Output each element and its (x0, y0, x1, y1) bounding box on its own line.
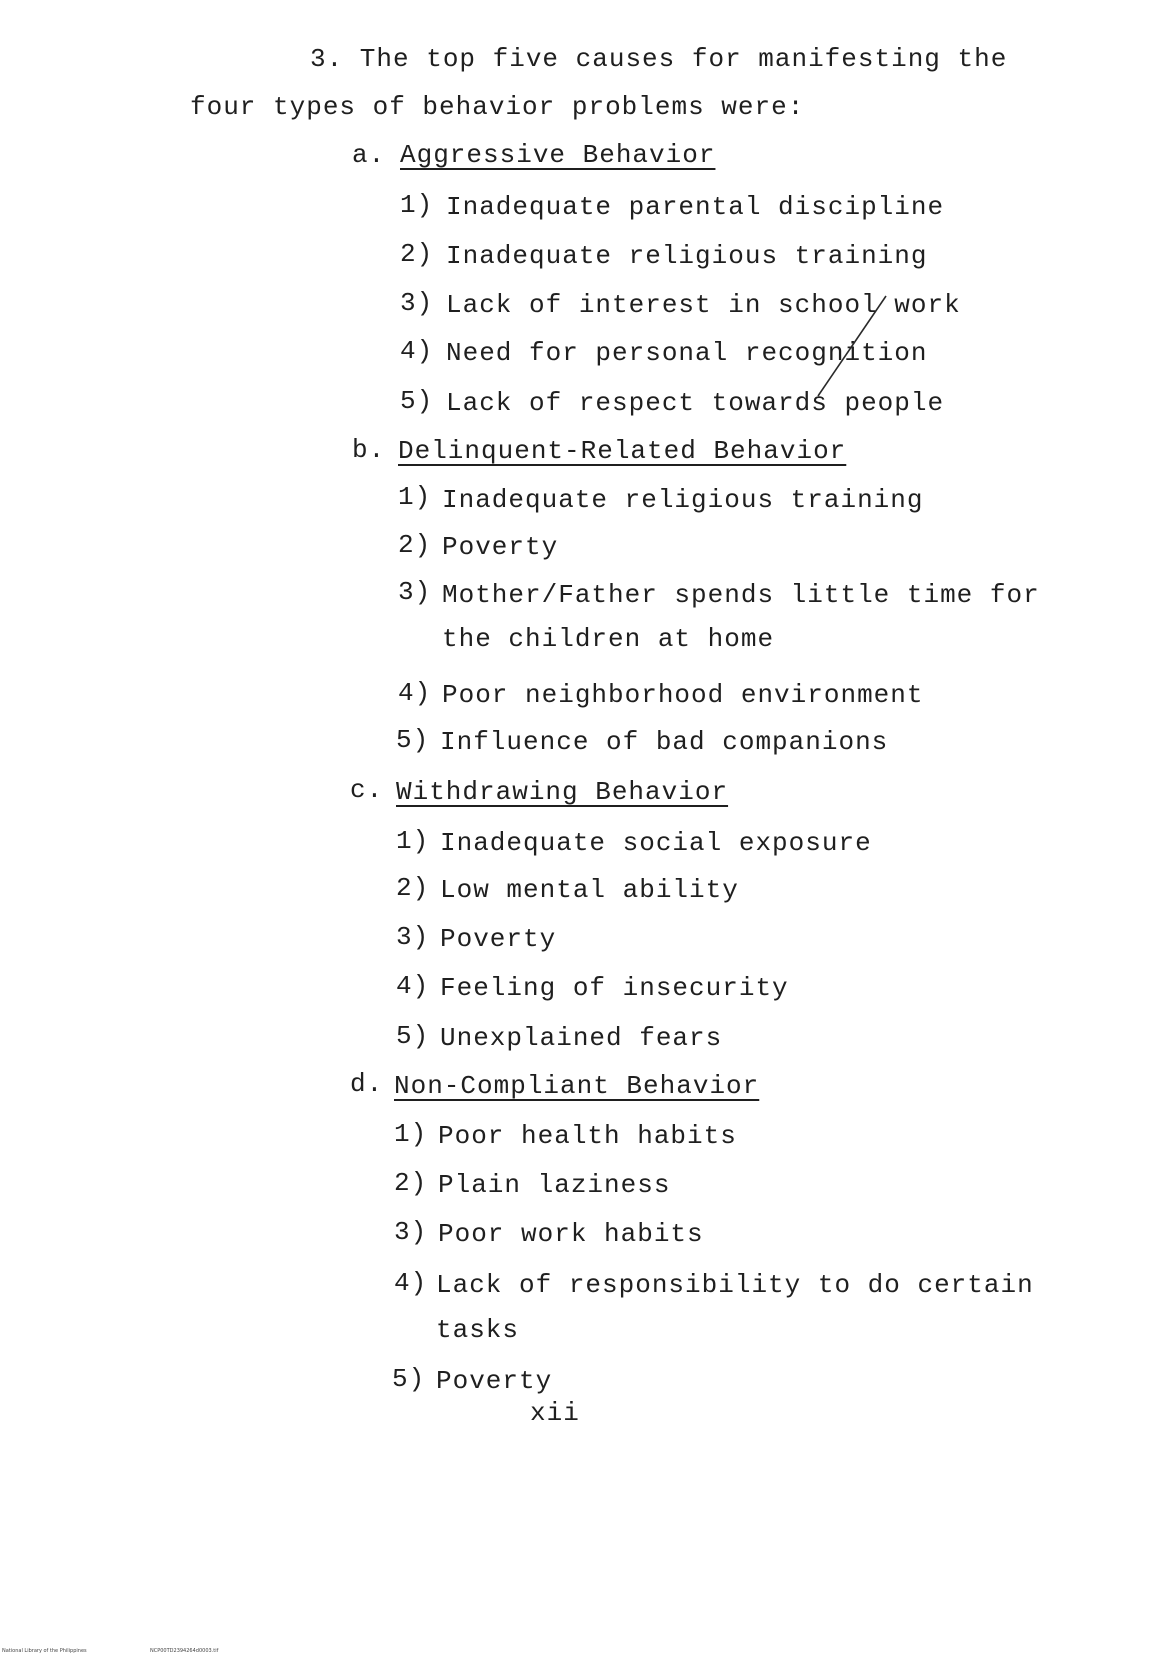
section-b-item-1-num: 1) (398, 482, 432, 512)
section-c-item-4-num: 4) (396, 971, 430, 1001)
scan-footer-source: National Library of the Philippines (2, 1648, 87, 1654)
section-a-item-1-text: Inadequate parental discipline (446, 192, 945, 222)
section-a-item-4-num: 4) (400, 336, 434, 366)
section-d-item-1-num: 1) (394, 1119, 428, 1149)
section-a-title: Aggressive Behavior (400, 140, 716, 170)
section-b-item-3-continuation: the children at home (442, 624, 775, 654)
section-c-item-5-num: 5) (396, 1021, 430, 1051)
section-a-item-3-num: 3) (400, 288, 434, 318)
section-d-item-2-num: 2) (394, 1168, 428, 1198)
section-b-item-5-num: 5) (396, 725, 430, 755)
section-a-item-2-num: 2) (400, 239, 434, 269)
section-c-item-1-text: Inadequate social exposure (440, 828, 872, 858)
section-b-letter: b. (352, 435, 386, 465)
intro-line-1: 3. The top five causes for manifesting the (310, 44, 1008, 74)
section-c-item-3-text: Poverty (440, 924, 557, 954)
section-a-item-4-text: Need for personal recognition (446, 338, 928, 368)
section-c-item-5-text: Unexplained fears (440, 1023, 723, 1053)
section-c-item-2-num: 2) (396, 873, 430, 903)
section-c-letter: c. (350, 775, 384, 805)
section-d-item-3-text: Poor work habits (438, 1219, 704, 1249)
section-a-item-5-num: 5) (400, 386, 434, 416)
section-a-item-2-text: Inadequate religious training (446, 241, 928, 271)
section-d-item-4-num: 4) (394, 1268, 428, 1298)
section-b-item-3-num: 3) (398, 577, 432, 607)
section-c-item-1-num: 1) (396, 826, 430, 856)
section-b-title: Delinquent-Related Behavior (398, 436, 847, 466)
section-d-item-5-num: 5) (392, 1364, 426, 1394)
scan-footer-filename: NCP00TD2394264d0003.tif (150, 1648, 219, 1654)
page-number: xii (530, 1398, 580, 1428)
section-a-letter: a. (352, 140, 386, 170)
section-d-item-5-text: Poverty (436, 1366, 553, 1396)
section-b-item-1-text: Inadequate religious training (442, 485, 924, 515)
section-c-item-2-text: Low mental ability (440, 875, 739, 905)
section-b-item-4-text: Poor neighborhood environment (442, 680, 924, 710)
section-d-title: Non-Compliant Behavior (394, 1071, 760, 1101)
intro-line-2: four types of behavior problems were: (190, 92, 805, 122)
section-d-item-4-continuation: tasks (436, 1315, 520, 1345)
section-c-item-4-text: Feeling of insecurity (440, 973, 789, 1003)
section-b-item-4-num: 4) (398, 678, 432, 708)
section-c-item-3-num: 3) (396, 922, 430, 952)
section-a-item-5-text: Lack of respect towards people (446, 388, 945, 418)
section-a-item-3-text: Lack of interest in school work (446, 290, 961, 320)
section-d-item-1-text: Poor health habits (438, 1121, 737, 1151)
section-b-item-2-num: 2) (398, 530, 432, 560)
section-a-item-1-num: 1) (400, 190, 434, 220)
section-d-item-2-text: Plain laziness (438, 1170, 671, 1200)
section-b-item-5-text: Influence of bad companions (440, 727, 889, 757)
section-d-letter: d. (350, 1069, 384, 1099)
section-b-item-2-text: Poverty (442, 532, 559, 562)
section-b-item-3-text: Mother/Father spends little time for (442, 580, 1040, 610)
section-d-item-4-text: Lack of responsibility to do certain (436, 1270, 1034, 1300)
section-c-title: Withdrawing Behavior (396, 777, 729, 807)
section-d-item-3-num: 3) (394, 1217, 428, 1247)
